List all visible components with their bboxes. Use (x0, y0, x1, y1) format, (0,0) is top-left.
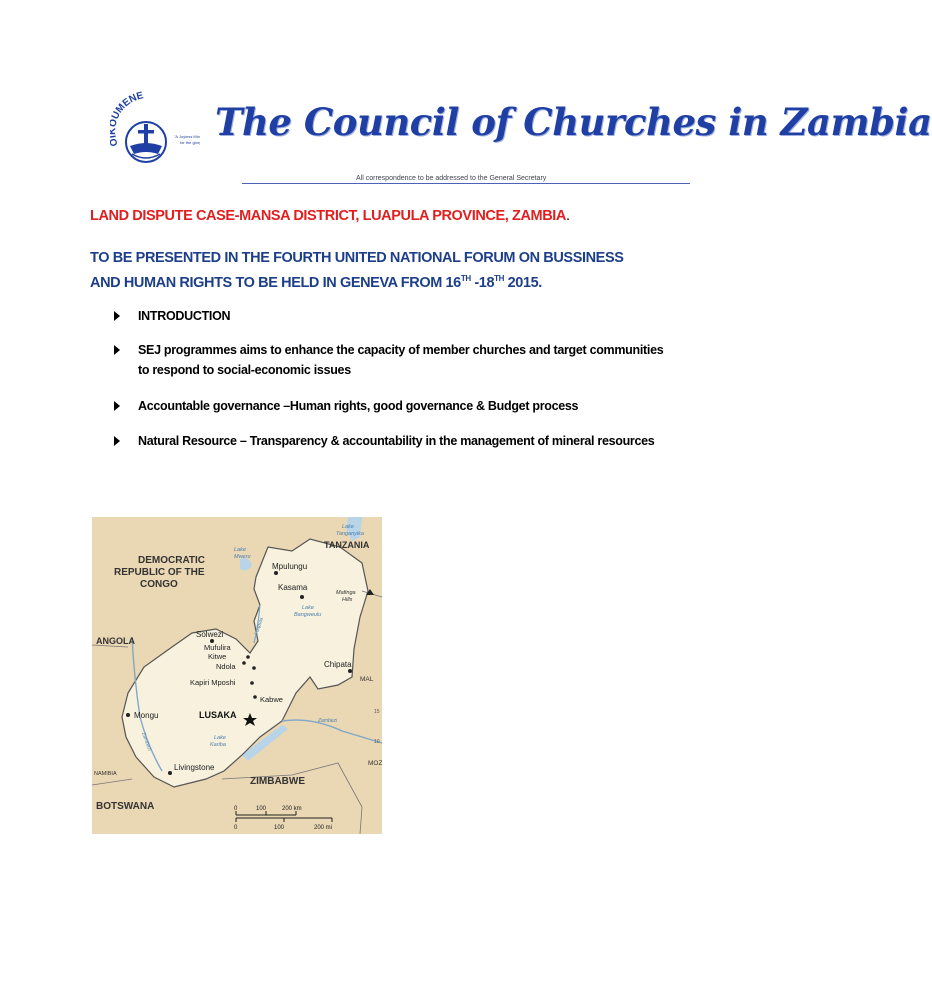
label-mafinga-1: Mafinga (336, 590, 356, 596)
city-dot-mongu (126, 713, 130, 717)
city-dot-ndola (252, 666, 256, 670)
letterhead (100, 80, 932, 195)
label-degree-10: 10 (374, 739, 380, 745)
city-dot-kitwe (242, 661, 246, 665)
label-livingstone: Livingstone (174, 763, 215, 772)
label-lake-tanganyika-1: Lake (342, 524, 354, 530)
bullet-text: INTRODUCTION (138, 309, 231, 323)
label-chipata: Chipata (324, 660, 352, 669)
city-dot-livingstone (168, 771, 172, 775)
label-zambezi-east: Zambezi (318, 718, 338, 724)
forum-heading-text-b: -18 (470, 275, 495, 291)
oikoumene-logo (110, 90, 200, 170)
scale-mi-200: 200 mi (314, 825, 333, 831)
label-tanzania: TANZANIA (324, 540, 370, 550)
label-lake-kariba-2: Kariba (210, 742, 226, 748)
city-dot-kasama (300, 595, 304, 599)
forum-heading (90, 246, 690, 296)
label-mongu: Mongu (134, 711, 159, 720)
label-degree-15: 15 (374, 709, 380, 715)
bullet-item-governance (114, 396, 674, 416)
label-luapula-river: Luapula (253, 616, 265, 636)
city-dot-chipata (348, 669, 352, 673)
bullet-item-natural-resource (114, 431, 674, 451)
bullet-text: SEJ programmes aims to enhance the capacity of member churches and target communities to respond to social-economic issues (138, 343, 664, 377)
forum-heading-text-c: 2015. (503, 275, 542, 291)
bullet-arrow-icon (114, 311, 120, 321)
bullet-arrow-icon (114, 436, 120, 446)
bullet-item-introduction (114, 306, 674, 326)
zambia-map-graphic (92, 517, 382, 834)
city-dot-mpulungu (274, 571, 278, 575)
scale-km-0: 0 (234, 806, 238, 812)
bullet-arrow-icon (114, 401, 120, 411)
label-angola: ANGOLA (96, 636, 135, 646)
scale-mi-0: 0 (234, 825, 238, 831)
logo-word: UMENE (110, 90, 145, 122)
superscript-th-1: TH (460, 274, 471, 284)
bullet-arrow-icon (114, 345, 120, 355)
forum-heading-line1: TO BE PRESENTED IN THE FOURTH UNITED NATIONAL FORUM ON BUSSINESS (90, 250, 624, 266)
organization-name: The Council of Churches in Zambia (215, 100, 932, 144)
label-kasama: Kasama (278, 583, 308, 592)
label-kapiri-mposhi: Kapiri Mposhi (190, 678, 236, 687)
label-ndola: Ndola (216, 662, 236, 671)
case-title-period: . (565, 208, 570, 224)
label-lusaka: LUSAKA (199, 710, 237, 720)
label-namibia: NAMIBIA (94, 771, 117, 777)
label-mpulungu: Mpulungu (272, 562, 308, 571)
label-malawi: MAL (360, 676, 374, 683)
bullet-text: Accountable governance –Human rights, good governance & Budget process (138, 399, 579, 413)
label-zambezi-west: Zambezi (140, 731, 153, 752)
scale-km-200: 200 km (282, 806, 302, 812)
bullet-list (114, 306, 674, 451)
city-dot-mufulira (246, 655, 250, 659)
letterhead-rule (242, 183, 690, 184)
label-zimbabwe: ZIMBABWE (250, 776, 305, 787)
city-dot-kapiri (250, 681, 254, 685)
label-lake-kariba-1: Lake (214, 735, 226, 741)
superscript-th-2: TH (494, 274, 504, 284)
label-drc-1: DEMOCRATIC (138, 555, 206, 566)
logo-motto-line2: for the glor (180, 140, 200, 145)
label-lake-tanganyika-2: Tanganyika (336, 531, 364, 537)
label-kitwe: Kitwe (208, 652, 227, 661)
label-mufulira: Mufulira (204, 643, 231, 652)
label-kabwe: Kabwe (260, 695, 283, 704)
scale-km-100: 100 (256, 806, 267, 812)
label-lake-mweru-1: Lake (234, 547, 246, 553)
case-title (90, 208, 570, 224)
case-title-text: LAND DISPUTE CASE-MANSA DISTRICT, LUAPULA PROVINCE, ZAMBIA (90, 208, 566, 224)
bullet-text: Natural Resource – Transparency & accountability in the management of mineral resources (138, 434, 655, 448)
scale-mi-100: 100 (274, 825, 285, 831)
oikoumene-emblem-icon (110, 90, 200, 170)
zambia-map (92, 517, 382, 834)
logo-motto-line1: "A Joyless Min (174, 134, 200, 139)
label-lake-mweru-2: Mweru (234, 554, 251, 560)
bullet-item-sej (114, 340, 674, 380)
correspondence-note: All correspondence to be addressed to the General Secretary (352, 175, 550, 182)
label-mozambique: MOZ (368, 760, 383, 767)
label-mafinga-2: Hills (342, 597, 353, 603)
forum-heading-text-a: AND HUMAN RIGHTS TO BE HELD IN GENEVA FROM 16 (90, 275, 461, 291)
city-dot-kabwe (253, 695, 257, 699)
forum-heading-line2 (90, 271, 690, 296)
label-botswana: BOTSWANA (96, 801, 155, 812)
label-lake-bangweulu-2: Bangweulu (294, 612, 322, 618)
label-drc-2: REPUBLIC OF THE (114, 567, 205, 578)
label-lake-bangweulu-1: Lake (302, 605, 314, 611)
label-drc-3: CONGO (140, 579, 178, 590)
label-solwezi: Solwezi (196, 630, 224, 639)
